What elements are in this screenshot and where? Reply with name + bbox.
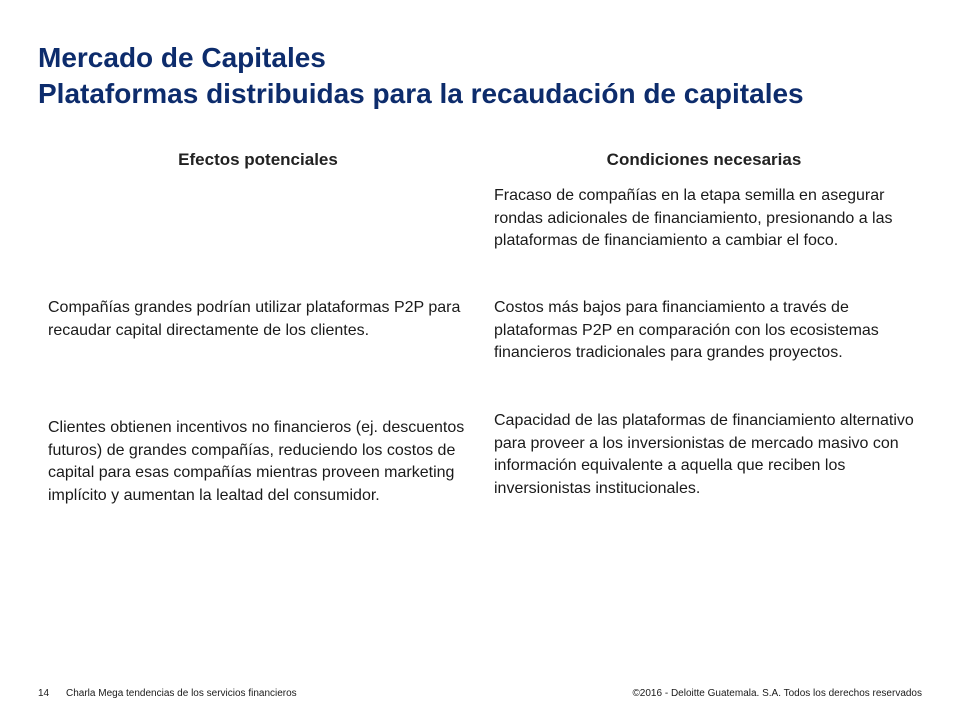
left-item-2: Clientes obtienen incentivos no financieros (ej. descuentos futuros) de grandes compañías, reduciendo los costos de capital para esas compañías mientras proveen marketing implícito y aumentan la lealtad del consumidor. [48,419,465,504]
footer-event-title: Charla Mega tendencias de los servicios financieros [66,688,297,699]
page-number: 14 [38,688,50,699]
left-item-1: Compañías grandes podrían utilizar plataformas P2P para recaudar capital directamente de los clientes. [48,299,461,339]
title-line-1: Mercado de Capitales [38,42,326,73]
page-title [38,40,938,112]
footer-copyright: ©2016 - Deloitte Guatemala. S.A. Todos los derechos reservados [632,688,922,699]
right-item-1: Fracaso de compañías en la etapa semilla en asegurar rondas adicionales de financiamiento, presionando a las plataformas de financiamiento a cambiar el foco. [494,187,893,249]
right-item-2: Costos más bajos para financiamiento a través de plataformas P2P en comparación con los ecosistemas financieros tradicionales para grandes proyectos. [494,299,879,361]
column-header-efectos: Efectos potenciales [178,150,338,169]
title-line-2: Plataformas distribuidas para la recaudación de capitales [38,78,804,109]
column-header-condiciones: Condiciones necesarias [606,150,802,169]
right-item-3: Capacidad de las plataformas de financiamiento alternativo para proveer a los inversionistas de mercado masivo con información equivalente a aquella que reciben los inversionistas institucionales. [494,412,914,497]
